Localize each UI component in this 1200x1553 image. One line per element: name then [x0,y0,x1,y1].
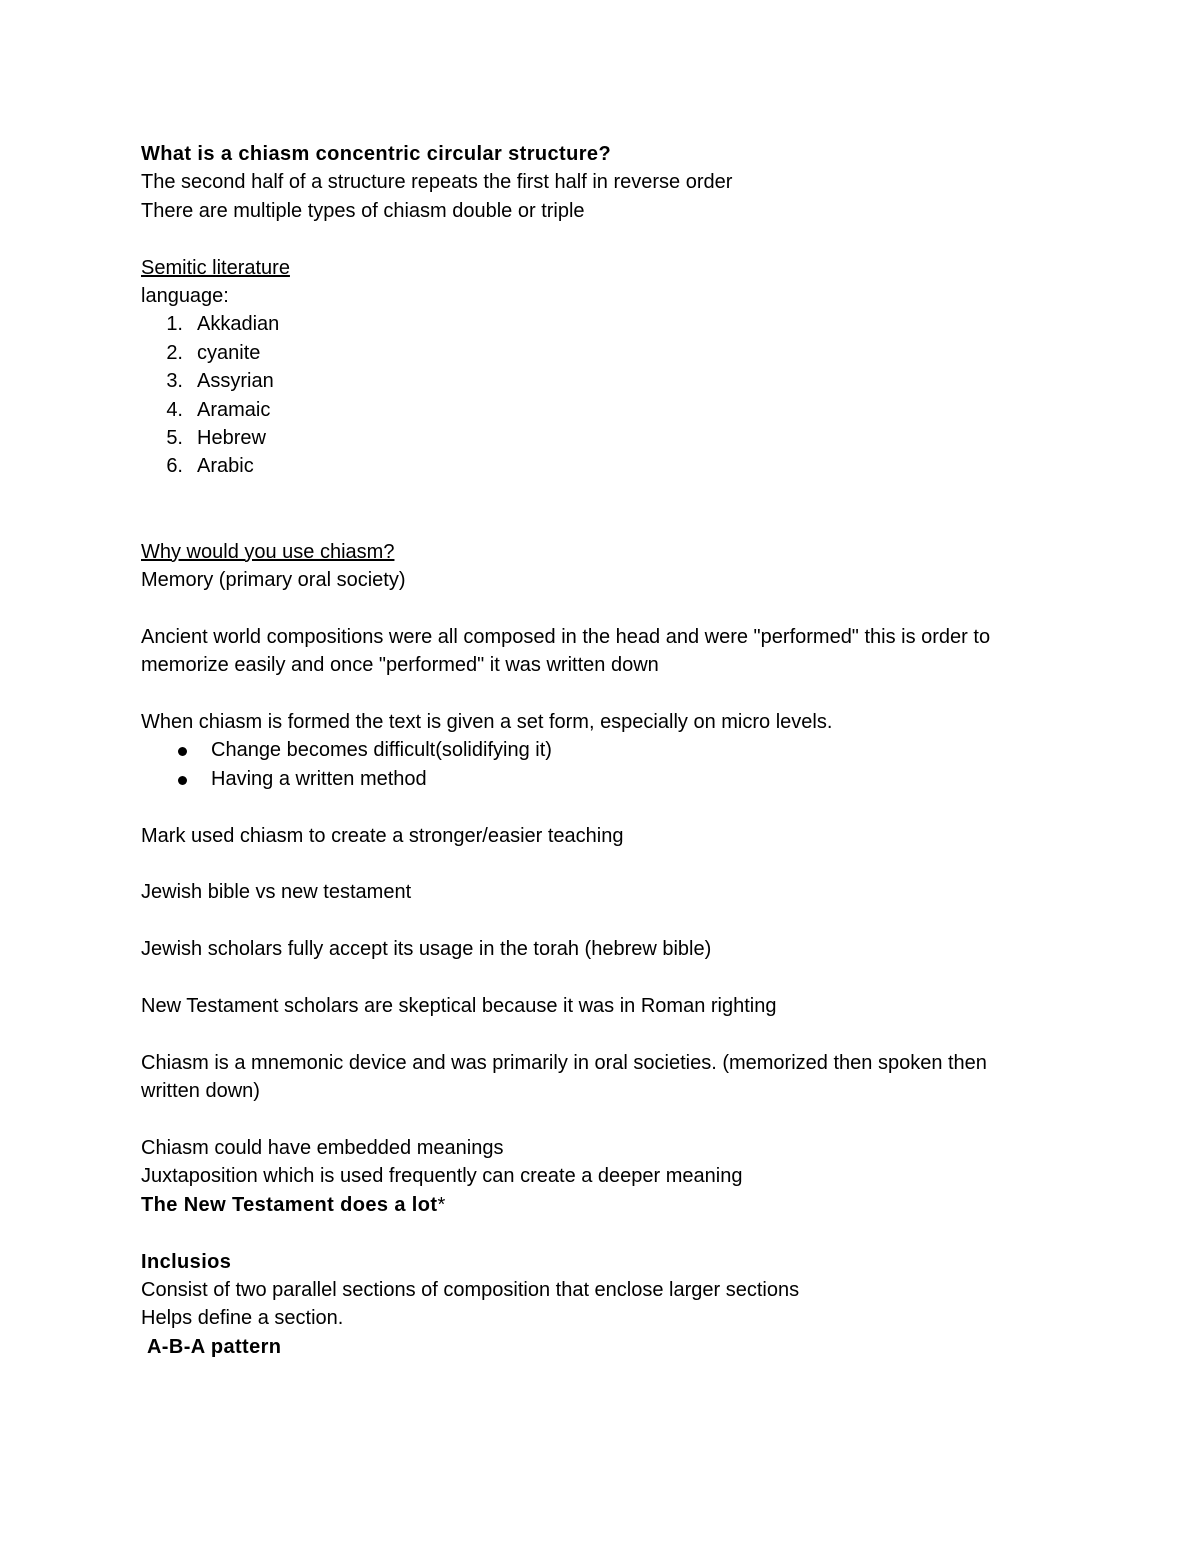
blank-line [141,1020,1081,1048]
paragraph: Ancient world compositions were all composed in the head and were "performed" this is order to [141,625,991,648]
list-item [141,339,1081,367]
list-text: Akkadian [197,313,280,336]
list-item [141,367,1081,395]
blank-line [141,793,1081,821]
language-label: language: [141,285,229,308]
document-page [141,140,1081,1361]
paragraph: Juxtaposition which is used frequently can create a deeper meaning [141,1165,743,1188]
blank-line [141,907,1081,935]
bullet-list [141,736,1081,793]
pattern-line: A-B-A pattern [141,1335,282,1358]
list-item [141,310,1081,338]
paragraph: Memory (primary oral society) [141,569,406,592]
blank-line [141,225,1081,253]
paragraph: Mark used chiasm to create a stronger/easier teaching [141,824,624,847]
list-text: cyanite [197,341,261,364]
paragraph: When chiasm is formed the text is given a set form, especially on micro levels. [141,711,833,734]
list-item [141,736,1081,764]
list-text: Assyrian [197,370,274,393]
paragraph: Chiasm is a mnemonic device and was primarily in oral societies. (memorized then spoken then [141,1051,987,1074]
blank-line [141,509,1081,537]
blank-line [141,1106,1081,1134]
paragraph: Chiasm could have embedded meanings [141,1137,504,1160]
heading-semitic-literature: Semitic literature [141,256,290,279]
paragraph: written down) [141,1080,260,1103]
list-text: Hebrew [197,427,266,450]
heading-chiasm: What is a chiasm concentric circular structure? [141,143,612,165]
list-text: Change becomes difficult(solidifying it) [211,739,552,762]
list-text: Arabic [197,455,254,478]
definition-line: There are multiple types of chiasm double or triple [141,199,585,222]
paragraph: Jewish scholars fully accept its usage in the torah (hebrew bible) [141,938,712,961]
list-number: 3. [166,370,183,393]
blank-line [141,850,1081,878]
blank-line [141,594,1081,622]
list-item [141,424,1081,452]
list-number: 2. [166,341,183,364]
bullet-icon [141,765,211,793]
paragraph: Consist of two parallel sections of composition that enclose larger sections [141,1279,800,1302]
nt-note [141,1191,1081,1219]
paragraph: Jewish bible vs new testament [141,881,412,904]
bullet-icon [141,736,211,764]
paragraph: Helps define a section. [141,1307,344,1330]
heading-inclusios: Inclusios [141,1250,232,1273]
blank-line [141,481,1081,509]
list-text: Aramaic [197,398,271,421]
list-text: Having a written method [211,767,427,790]
language-list [141,310,1081,480]
list-item [141,452,1081,480]
paragraph: New Testament scholars are skeptical because it was in Roman righting [141,995,777,1018]
list-number: 1. [166,313,183,336]
definition-line: The second half of a structure repeats the first half in reverse order [141,171,733,194]
blank-line [141,964,1081,992]
list-number: 4. [166,398,183,421]
list-number: 6. [166,455,183,478]
nt-note-asterisk: * [437,1193,446,1216]
heading-why-chiasm: Why would you use chiasm? [141,540,395,563]
list-item [141,765,1081,793]
nt-note-bold: The New Testament does a lot [141,1193,438,1216]
paragraph: memorize easily and once "performed" it was written down [141,654,659,677]
list-item [141,396,1081,424]
blank-line [141,1219,1081,1247]
blank-line [141,680,1081,708]
list-number: 5. [166,427,183,450]
